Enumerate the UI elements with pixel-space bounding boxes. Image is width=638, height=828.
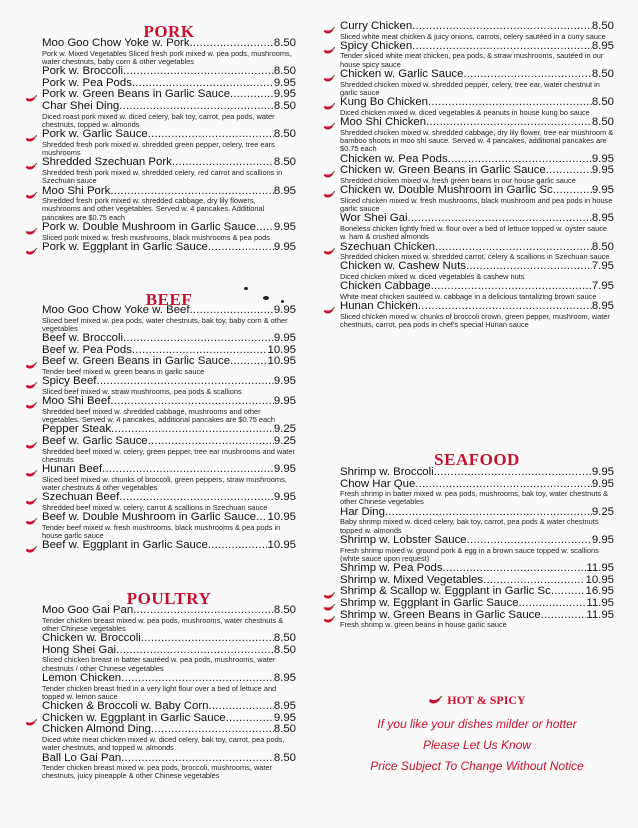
menu-section <box>340 467 614 629</box>
item-name: Chow Har Que <box>340 477 416 490</box>
item-description: Sliced beef mixed w. pea pods, water chestnuts, bak toy, baby corn & other vegetables <box>42 315 288 333</box>
item-price: 9.95 <box>273 76 296 89</box>
item-name: Pork w. Broccoli <box>42 65 124 78</box>
ink-spot <box>281 300 284 303</box>
dot-leader <box>443 563 587 575</box>
dot-leader <box>230 356 267 368</box>
item-price: 16.95 <box>585 585 614 598</box>
dot-leader <box>133 605 274 617</box>
item-description: Diced roast pork mixed w. diced celery, bak toy, carrot, pea pods, water chestnuts, topped w. almonds <box>42 111 275 129</box>
item-name: Kung Bo Chicken <box>340 96 429 109</box>
dot-leader <box>123 333 274 345</box>
item-description: Shredded chicken mixed w. fresh green beans in our house garlic sauce <box>340 175 576 185</box>
item-name: Wor Shei Gai <box>340 212 408 225</box>
item-price: 7.95 <box>591 260 614 273</box>
item-name: Chicken w. Eggplant in Garlic Sauce <box>42 711 226 724</box>
item-description: Pork w. Mixed Vegetables Sliced fresh pork mixed w. pea pods, mushrooms, water chestnuts, baby corn & other vegetables <box>42 48 292 66</box>
chili-pepper-icon <box>323 166 335 174</box>
menu-item <box>340 301 614 329</box>
dot-leader <box>148 436 274 448</box>
item-description: Shredded fresh pork mixed w. shredded cabbage, dry lily flowers, mushrooms and other vegetables. Served w. 4 pancakes. Additional pancakes are $0.75 each <box>42 196 265 222</box>
chili-pepper-icon <box>25 493 37 501</box>
item-price: 8.50 <box>273 99 296 112</box>
menu-item <box>340 165 614 185</box>
menu-item <box>340 213 614 241</box>
menu-section <box>340 21 614 329</box>
item-price: 8.50 <box>273 723 296 736</box>
menu-item <box>42 129 296 157</box>
chili-pepper-icon <box>25 158 37 166</box>
item-name: Beef w. Pea Pods <box>42 343 132 356</box>
item-price: 8.50 <box>273 643 296 656</box>
menu-item-line <box>42 222 296 234</box>
chili-pepper-icon <box>323 42 335 50</box>
item-name: Beef w. Eggplant in Garlic Sauce <box>42 539 208 552</box>
item-description: Shredded fresh pork mixed w. shredded green pepper, celery, tree ears mushrooms <box>42 139 275 158</box>
item-description: Sliced white meat chicken & juicy onions, carrots, celery sautéed in a curry sauce <box>340 31 606 41</box>
item-price: 8.50 <box>273 65 296 78</box>
item-name: Chicken w. Green Beans in Garlic Sauce <box>340 164 546 177</box>
item-name: Pork w. Pea Pods <box>42 76 132 89</box>
section-title: PORK <box>143 22 195 41</box>
dot-leader <box>121 673 274 685</box>
price-change-note: Price Subject To Change Without Notice <box>370 759 584 773</box>
menu-item <box>42 305 296 333</box>
item-name: Shrimp w. Green Beans in Garlic Sauce <box>340 608 541 621</box>
item-price: 9.95 <box>591 466 614 478</box>
dot-leader <box>467 535 592 547</box>
item-description: Shredded fresh pork mixed w. shredded celery, red carrot and scallions in Szechuan sauce <box>42 167 283 186</box>
item-price: 9.95 <box>273 711 296 724</box>
menu-item-line <box>340 117 614 129</box>
item-price: 10.95 <box>267 539 296 552</box>
item-price: 8.95 <box>273 700 296 713</box>
item-name: Chicken Cabbage <box>340 280 431 293</box>
item-name: Shrimp w. Broccoli <box>340 466 434 478</box>
item-price: 8.95 <box>591 39 614 52</box>
item-name: Shredded Szechuan Pork <box>42 156 172 169</box>
item-description: Sliced pork mixed w. fresh mushrooms, black mushrooms & pea pods <box>42 232 270 242</box>
item-price: 8.50 <box>591 96 614 109</box>
item-description: Shredded chicken mixed w. shredded pepper, celery, tree ear, water chestnut in garlic sauce <box>340 79 600 97</box>
dot-leader <box>148 129 274 141</box>
item-price: 10.95 <box>267 355 296 368</box>
menu-item <box>42 540 296 552</box>
menu-item <box>340 41 614 69</box>
item-name: Har Ding <box>340 505 385 518</box>
item-price: 8.50 <box>273 37 296 49</box>
menu-item <box>340 117 614 153</box>
section-title: SEAFOOD <box>434 450 520 469</box>
item-description: Tender beef mixed w. fresh mushrooms, black mushrooms & pea pods in house garlic sauce <box>42 522 281 541</box>
chili-pepper-icon <box>25 377 37 385</box>
item-description: Tender sliced white meat chicken, pea pods, & straw mushrooms, sautéed in our house spicy sauce <box>340 51 604 69</box>
item-description: Tender chicken breast mixed w. pea pods, mushrooms, water chestnuts & other Chinese vegetables <box>42 615 284 633</box>
menu-item <box>42 701 296 713</box>
menu-item-line <box>42 540 296 552</box>
menu-item <box>42 186 296 222</box>
menu-item-line <box>42 305 296 317</box>
dot-leader <box>519 598 587 610</box>
menu-item-line <box>42 701 296 713</box>
dot-leader <box>208 242 274 254</box>
menu-item-line <box>340 535 614 547</box>
dot-leader <box>119 101 274 113</box>
dot-leader <box>553 185 592 197</box>
menu-item-line <box>42 38 296 50</box>
item-description: Sliced beef mixed w. straw mushrooms, pea pods & scallions <box>42 386 242 396</box>
item-name: Chicken w. Cashew Nuts <box>340 260 466 273</box>
menu-item-line <box>42 396 296 408</box>
chili-pepper-icon <box>323 22 335 30</box>
menu-item <box>340 97 614 117</box>
item-name: Moo Shi Pork <box>42 184 111 197</box>
chili-pepper-icon <box>25 243 37 251</box>
spice-preference-note: If you like your dishes milder or hotter <box>377 717 577 731</box>
menu-item <box>340 21 614 41</box>
item-price: 11.95 <box>586 562 614 575</box>
item-description: Baby shrimp mixed w. diced celery, bak toy, carrot, pea pods & water chestnuts topped w. almonds <box>340 517 599 535</box>
item-description: Sliced beef mixed w. chunks of broccoli, green peppers, straw mushrooms, water chestnuts & other vegetables <box>42 474 287 493</box>
menu-item <box>42 222 296 242</box>
menu-item-line <box>340 21 614 33</box>
menu-item <box>42 356 296 376</box>
item-name: Moo Goo Chow Yoke w. Beef <box>42 304 190 316</box>
item-price: 9.95 <box>273 375 296 388</box>
item-description: Diced chicken mixed w. diced vegetables & cashew nuts <box>340 271 525 281</box>
item-price: 8.50 <box>273 604 296 616</box>
chili-pepper-icon <box>25 187 37 195</box>
item-name: Pork w. Garlic Sauce <box>42 128 148 141</box>
menu-item <box>340 261 614 281</box>
item-name: Moo Shi Chicken <box>340 116 427 129</box>
item-description: Sliced chicken mixed w. chunks of broccoli crown, green pepper, mushroom, water chestnuts, carrot, pea pods in chef's special Hunan sauce <box>340 311 610 330</box>
dot-leader <box>226 713 274 725</box>
item-description: Shredded chicken mixed w. shredded cabbage, dry lily flower, tree ear mushroom & bamboo shoots in moo shi sauce. Served w. 4 pancakes, additional pancakes are $0.75 each <box>340 127 614 154</box>
menu-item <box>42 101 296 129</box>
menu-item <box>42 724 296 752</box>
dot-leader <box>102 464 274 476</box>
item-price: 8.50 <box>591 20 614 32</box>
menu-section <box>42 38 296 254</box>
menu-item-line <box>340 69 614 81</box>
item-price: 9.95 <box>273 395 296 408</box>
item-name: Shrimp w. Eggplant in Garlic Sauce <box>340 596 519 609</box>
menu-item-line <box>340 563 614 575</box>
menu-item-line <box>340 467 614 479</box>
menu-section <box>42 305 296 552</box>
item-description: Shredded beef mixed w. celery, green pepper, tree ear mushrooms and water chestnuts <box>42 446 295 464</box>
dot-leader <box>412 21 592 33</box>
dot-leader <box>190 305 274 317</box>
item-description: Diced chicken mixed w. diced vegetables & peanuts in house kung bo sauce <box>340 107 590 117</box>
item-name: Shrimp & Scallop w. Eggplant in Garlic Sc <box>340 585 551 598</box>
item-price: 8.95 <box>591 300 614 313</box>
menu-item <box>42 376 296 396</box>
menu-item-line <box>340 185 614 197</box>
menu-item <box>340 610 614 630</box>
item-name: Lemon Chicken <box>42 671 122 684</box>
item-name: Chicken Almond Ding <box>42 723 151 736</box>
menu-item-line <box>42 436 296 448</box>
item-price: 9.95 <box>591 164 614 177</box>
item-name: Pepper Steak <box>42 423 112 436</box>
item-price: 8.50 <box>591 116 614 129</box>
item-name: Char Shei Ding <box>42 99 120 112</box>
item-name: Szechuan Chicken <box>340 240 435 253</box>
item-price: 8.50 <box>273 128 296 141</box>
dot-leader <box>208 540 268 552</box>
item-price: 8.95 <box>591 212 614 225</box>
item-price: 9.25 <box>273 423 296 436</box>
dot-leader <box>551 586 586 598</box>
item-description: Sliced chicken breast in batter sautéed w. pea pods, mushrooms, water chestnuts / other Chinese vegetables <box>42 655 276 673</box>
item-name: Chicken w. Pea Pods <box>340 152 448 165</box>
menu-item <box>42 436 296 464</box>
dot-leader <box>426 117 592 129</box>
menu-item <box>42 645 296 673</box>
chili-pepper-icon <box>25 714 37 722</box>
item-name: Pork w. Eggplant in Garlic Sauce <box>42 240 208 253</box>
chili-pepper-icon <box>323 611 335 619</box>
item-price: 10.95 <box>267 511 296 524</box>
menu-footer <box>340 693 614 777</box>
chili-pepper-icon <box>323 599 335 607</box>
item-price: 10.95 <box>267 343 296 356</box>
menu-item <box>42 157 296 185</box>
menu-item <box>42 673 296 701</box>
menu-item <box>42 38 296 66</box>
item-name: Chicken w. Double Mushroom in Garlic Sc <box>340 184 553 197</box>
item-price: 8.50 <box>273 751 296 764</box>
item-price: 9.95 <box>591 477 614 490</box>
chili-pepper-icon <box>25 513 37 521</box>
item-description: Tender beef mixed w. green beans in garlic sauce <box>42 366 205 376</box>
item-price: 9.95 <box>273 304 296 316</box>
menu-item <box>42 242 296 254</box>
item-price: 9.95 <box>273 332 296 345</box>
menu-item <box>42 605 296 633</box>
item-name: Moo Goo Chow Yoke w. Pork <box>42 37 190 49</box>
menu-item-line <box>42 101 296 113</box>
item-name: Moo Goo Gai Pan <box>42 604 134 616</box>
chili-pepper-icon <box>428 696 442 705</box>
item-name: Moo Shi Beef <box>42 395 111 408</box>
item-price: 8.95 <box>273 184 296 197</box>
item-price: 8.50 <box>591 240 614 253</box>
chili-pepper-icon <box>25 357 37 365</box>
menu-item <box>340 563 614 575</box>
item-name: Shrimp w. Pea Pods <box>340 562 443 575</box>
chili-pepper-icon <box>323 118 335 126</box>
item-name: Ball Lo Gai Pan <box>42 751 122 764</box>
item-price: 9.95 <box>591 152 614 165</box>
menu-item <box>340 507 614 535</box>
menu-item-line <box>340 598 614 610</box>
item-description: Sliced chicken mixed w. fresh mushrooms, black mushroom and pea pods in house garlic sauce <box>340 195 613 214</box>
item-name: Pork w. Green Beans in Garlic Sauce <box>42 88 231 101</box>
hot-spicy-label: HOT & SPICY <box>447 693 526 707</box>
item-description: Boneless chicken lightly fried w. flour over a bed of lettuce topped w. oyster sauce w. ham & crushed almonds <box>340 223 608 242</box>
item-name: Szechuan Beef <box>42 491 120 504</box>
item-name: Beef w. Green Beans in Garlic Sauce <box>42 355 231 368</box>
menu-item <box>42 512 296 540</box>
item-name: Spicy Chicken <box>340 39 413 52</box>
menu-item-line <box>42 464 296 476</box>
chili-pepper-icon <box>323 70 335 78</box>
chili-pepper-icon <box>25 465 37 473</box>
menu-section <box>42 605 296 781</box>
item-description: Diced white meat chicken mixed w. diced celery, bak toy, carrot, pea pods, water chestnuts, and topped w. almonds <box>42 734 285 753</box>
chili-pepper-icon <box>25 223 37 231</box>
menu-item-line <box>42 129 296 141</box>
menu-item <box>340 281 614 301</box>
chili-pepper-icon <box>323 243 335 251</box>
menu-item <box>42 396 296 424</box>
chili-pepper-icon <box>323 302 335 310</box>
item-description: Shredded chicken mixed w. shredded carrot, celery & scallions in Szechuan sauce <box>340 252 610 262</box>
menu-item <box>42 492 296 512</box>
item-price: 8.95 <box>273 671 296 684</box>
item-name: Shrimp w. Lobster Sauce <box>340 533 467 546</box>
chili-pepper-icon <box>25 397 37 405</box>
item-price: 9.25 <box>591 505 614 518</box>
item-name: Curry Chicken <box>340 20 413 32</box>
menu-item <box>340 598 614 610</box>
menu-item-line <box>42 673 296 685</box>
dot-leader <box>141 633 274 645</box>
chili-pepper-icon <box>25 90 37 98</box>
menu-item <box>340 535 614 563</box>
dot-leader <box>541 610 587 622</box>
item-price: 10.95 <box>585 573 614 586</box>
item-price: 11.95 <box>586 596 614 609</box>
item-description: Fresh shrimp w. green beans in house garlic sauce <box>340 620 507 630</box>
menu-item-line <box>42 242 296 254</box>
item-name: Shrimp w. Mixed Vegetables <box>340 573 484 586</box>
ink-spot <box>263 296 269 300</box>
item-name: Hunan Beef <box>42 463 103 476</box>
dot-leader <box>463 69 591 81</box>
menu-item <box>340 479 614 507</box>
item-price: 11.95 <box>586 608 614 621</box>
item-name: Chicken & Broccoli w. Baby Corn <box>42 700 209 713</box>
item-price: 7.95 <box>591 280 614 293</box>
dot-leader <box>230 89 274 101</box>
chili-pepper-icon <box>323 186 335 194</box>
item-price: 9.95 <box>273 88 296 101</box>
menu-item <box>42 464 296 492</box>
chili-pepper-icon <box>25 130 37 138</box>
item-description: Shredded beef mixed w. celery, carrot & scallions in Szechuan sauce <box>42 502 268 512</box>
dot-leader <box>209 701 274 713</box>
chili-pepper-icon <box>25 437 37 445</box>
dot-leader <box>256 222 274 234</box>
item-price: 9.25 <box>273 434 296 447</box>
item-name: Hunan Chicken <box>340 300 418 313</box>
item-name: Chicken w. Broccoli <box>42 632 141 645</box>
dot-leader <box>434 467 592 479</box>
item-price: 9.95 <box>273 221 296 234</box>
item-price: 9.95 <box>591 533 614 546</box>
item-name: Chicken w. Garlic Sauce <box>340 68 464 81</box>
let-us-know-note: Please Let Us Know <box>422 738 532 752</box>
item-description: White meat chicken sautéed w. cabbage in a delicious tantalizing brown sauce <box>340 291 597 301</box>
menu-item <box>340 467 614 479</box>
menu-item-line <box>42 605 296 617</box>
item-price: 9.95 <box>273 491 296 504</box>
item-price: 8.50 <box>591 68 614 81</box>
menu-item <box>340 242 614 262</box>
item-price: 8.50 <box>273 156 296 169</box>
item-price: 9.95 <box>591 184 614 197</box>
dot-leader <box>110 396 273 408</box>
section-title: BEEF <box>145 290 193 309</box>
section-title: POULTRY <box>126 589 212 608</box>
item-name: Beef w. Garlic Sauce <box>42 434 148 447</box>
chili-pepper-icon <box>323 587 335 595</box>
item-name: Hong Shei Gai <box>42 643 117 656</box>
item-price: 9.95 <box>273 240 296 253</box>
item-description: Shredded beef mixed w. shredded cabbage, mushrooms and other vegetables. Served w. 4 pancakes, additional pancakes are $0.75 each <box>42 406 275 425</box>
item-name: Spicy Beef <box>42 375 97 388</box>
dot-leader <box>123 66 274 78</box>
menu-item <box>340 185 614 213</box>
menu-item <box>42 753 296 781</box>
chili-pepper-icon <box>323 98 335 106</box>
item-description: Tender chicken breast mixed w. pea pods, broccoli, mushrooms, water chestnuts, juicy pineapple & other Chinese vegetables <box>42 763 273 781</box>
item-name: Beef w. Double Mushroom in Garlic Sauce <box>42 511 256 524</box>
dot-leader <box>190 38 274 50</box>
item-price: 8.50 <box>273 632 296 645</box>
item-name: Beef w. Broccoli <box>42 332 124 345</box>
menu-item <box>340 69 614 97</box>
ink-spot <box>244 287 248 290</box>
item-description: Fresh shrimp mixed w. ground pork & egg in a brown sauce topped w. scallions (white sauce upon request) <box>340 545 599 563</box>
chili-pepper-icon <box>25 541 37 549</box>
hot-spicy-legend <box>340 693 614 708</box>
item-price: 9.95 <box>273 463 296 476</box>
item-description: Tender chicken breast fried in a very light flour over a bed of lettuce and topped w. lemon sauce <box>42 683 277 701</box>
item-name: Pork w. Double Mushroom in Garlic Sauce <box>42 221 256 234</box>
item-description: Fresh shrimp in batter mixed w. pea pods, mushrooms, bak toy, water chestnuts & other Chinese vegetables <box>340 489 609 507</box>
